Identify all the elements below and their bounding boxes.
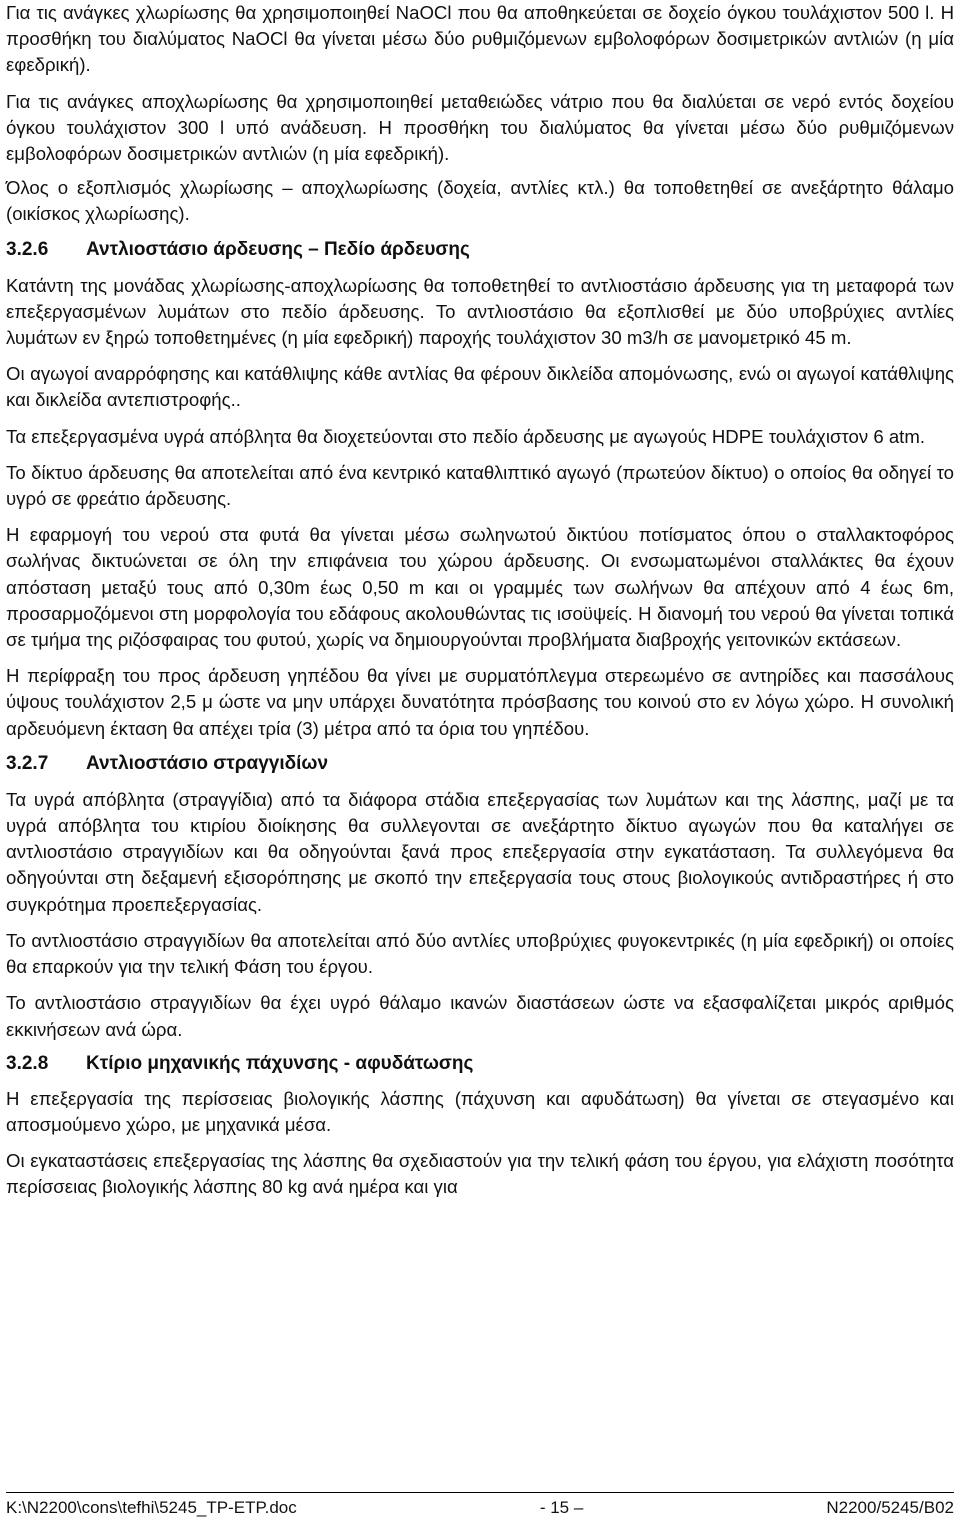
footer-document-code: N2200/5245/B02 bbox=[826, 1498, 954, 1517]
section-number: 3.2.6 bbox=[6, 238, 49, 260]
paragraph-fencing: Η περίφραξη του προς άρδευση γηπέδου θα γίνει με συρματόπλεγμα στερεωμένο σε αντηρίδες και πασσάλους ύψους τουλάχιστον 2,5 μ ώστε να μην υπάρχει δυνατότητα πρόσβασης του κοινού στο εν λόγω χώρο. Η συνολική αρδευόμενη έκταση θα απέχει τρία (3) μέτρα από τα όρια του γηπέδου. bbox=[6, 665, 954, 739]
section-title: Αντλιοστάσιο άρδευσης – Πεδίο άρδευσης bbox=[86, 238, 470, 260]
paragraph-drainage-pumps: Το αντλιοστάσιο στραγγιδίων θα αποτελείται από δύο αντλίες υποβρύχιες φυγοκεντρικές (η μία εφεδρική) οι οποίες θα επαρκούν για την τελική Φάση του έργου. bbox=[6, 929, 954, 978]
paragraph-water-application: Η εφαρμογή του νερού στα φυτά θα γίνεται μέσω σωληνωτού δικτύου ποτίσματος όπου ο σταλλακτοφόρος σωλήνας δικτυώνεται σε όλη την επιφάνεια του χώρου άρδευσης. Οι ενσωματωμένοι σταλλάκτες θα έχουν απόσταση μεταξύ τους από 0,30m έως 0,50 m και οι γραμμές των σωλήνων θα απέχουν από 4 έως 6m, προσαρμοζόμενοι στη μορφολογία του εδάφους ακολουθώντας τις ισοϋψείς. Η διανομή του νερού θα γίνεται τοπικά σε τμήμα της ριζόσφαιρας του φυτού, χωρίς να δημιουργούνται προβλήματα διαβροχής γειτονικών εκτάσεων. bbox=[6, 524, 954, 651]
section-heading-3-2-6 bbox=[6, 237, 954, 263]
paragraph-irrigation-pumping-station: Κατάντη της μονάδας χλωρίωσης-αποχλωρίωσης θα τοποθετηθεί το αντλιοστάσιο άρδευσης για τη μεταφορά των επεξεργασμένων λυμάτων στο πεδίο άρδευσης. Το αντλιοστάσιο θα εξοπλισθεί με δύο υποβρύχιες αντλίες λυμάτων εν ξηρώ τοποθετημένες (η μία εφεδρική) παροχής τουλάχιστον 30 m3/h σε μανομετρικό 45 m. bbox=[6, 274, 954, 349]
paragraph-irrigation-network: Το δίκτυο άρδευσης θα αποτελείται από ένα κεντρικό καταθλιπτικό αγωγό (πρωτεύον δίκτυο) ο οποίος θα οδηγεί το υγρό σε φρεάτιο άρδευσης. bbox=[6, 461, 954, 510]
section-title: Κτίριο μηχανικής πάχυνσης - αφυδάτωσης bbox=[86, 1052, 474, 1074]
paragraph-suction-discharge-pipes: Οι αγωγοί αναρρόφησης και κατάθλιψης κάθε αντλίας θα φέρουν δικλείδα απομόνωσης, ενώ οι αγωγοί κατάθλιψης και δικλείδα αντεπιστροφής.. bbox=[6, 363, 954, 411]
paragraph-hdpe-pipes: Τα επεξεργασμένα υγρά απόβλητα θα διοχετεύονται στο πεδίο άρδευσης με αγωγούς HDPE τουλάχιστον 6 atm. bbox=[6, 425, 925, 447]
paragraph-chlorination-equipment: Όλος ο εξοπλισμός χλωρίωσης – αποχλωρίωσης (δοχεία, αντλίες κτλ.) θα τοποθετηθεί σε ανεξάρτητο θάλαμο (οικίσκος χλωρίωσης). bbox=[6, 177, 954, 225]
footer-file-path: K:\N2200\cons\tefhi\5245_TP-ETP.doc bbox=[6, 1498, 297, 1517]
paragraph-dechlorination: Για τις ανάγκες αποχλωρίωσης θα χρησιμοποιηθεί μεταθειώδες νάτριο που θα διαλύεται σε νερό εντός δοχείου όγκου τουλάχιστον 300 l υπό ανάδευση. Η προσθήκη του διαλύματος θα γίνεται μέσω δύο ρυθμιζόμενων εμβολοφόρων δοσιμετρικών αντλιών (η μία εφεδρική). bbox=[6, 90, 954, 165]
footer-page-number: - 15 – bbox=[539, 1498, 584, 1517]
section-number: 3.2.7 bbox=[6, 752, 49, 774]
paragraph-chlorination: Για τις ανάγκες χλωρίωσης θα χρησιμοποιηθεί NaOCl που θα αποθηκεύεται σε δοχείο όγκου τουλάχιστον 500 l. Η προσθήκη του διαλύματος NaOCl θα γίνεται μέσω δύο ρυθμιζόμενων εμβολοφόρων δοσιμετρικών αντλιών (η μία εφεδρική). bbox=[6, 2, 954, 76]
section-heading-3-2-7 bbox=[6, 751, 954, 777]
section-number: 3.2.8 bbox=[6, 1052, 49, 1074]
section-title: Αντλιοστάσιο στραγγιδίων bbox=[86, 752, 329, 774]
paragraph-sludge-treatment: Η επεξεργασία της περίσσειας βιολογικής λάσπης (πάχυνση και αφυδάτωση) θα γίνεται σε στεγασμένο και αποσμούμενο χώρο, με μηχανικά μέσα. bbox=[6, 1087, 954, 1135]
section-heading-3-2-8 bbox=[6, 1051, 954, 1077]
paragraph-wet-chamber: Το αντλιοστάσιο στραγγιδίων θα έχει υγρό θάλαμο ικανών διαστάσεων ώστε να εξασφαλίζεται μικρός αριθμός εκκινήσεων ανά ώρα. bbox=[6, 992, 954, 1040]
document-page bbox=[6, 0, 954, 1201]
paragraph-drainage-liquids: Τα υγρά απόβλητα (στραγγίδια) από τα διάφορα στάδια επεξεργασίας των λυμάτων και της λάσπης, μαζί με τα υγρά απόβλητα του κτιρίου διοίκησης θα συλλεγονται σε ανεξάρτητο δίκτυο αγωγών που θα καταλήγει σε αντλιοστάσιο στραγγιδίων και θα οδηγούνται ξανά προς επεξεργασία στην εγκατάσταση. Τα συλλεγόμενα θα οδηγούνται στη δεξαμενή εξισορόπησης με σκοπό την επεξεργασία τους στους βιολογικούς αντιδραστήρες ή στο συγκρότημα προεπεξεργασίας. bbox=[6, 788, 954, 915]
page-footer bbox=[6, 1492, 954, 1521]
paragraph-sludge-installations: Οι εγκαταστάσεις επεξεργασίας της λάσπης θα σχεδιαστούν για την τελική φάση του έργου, για ελάχιστη ποσότητα περίσσειας βιολογικής λάσπης 80 kg ανά ημέρα και για bbox=[6, 1150, 954, 1198]
